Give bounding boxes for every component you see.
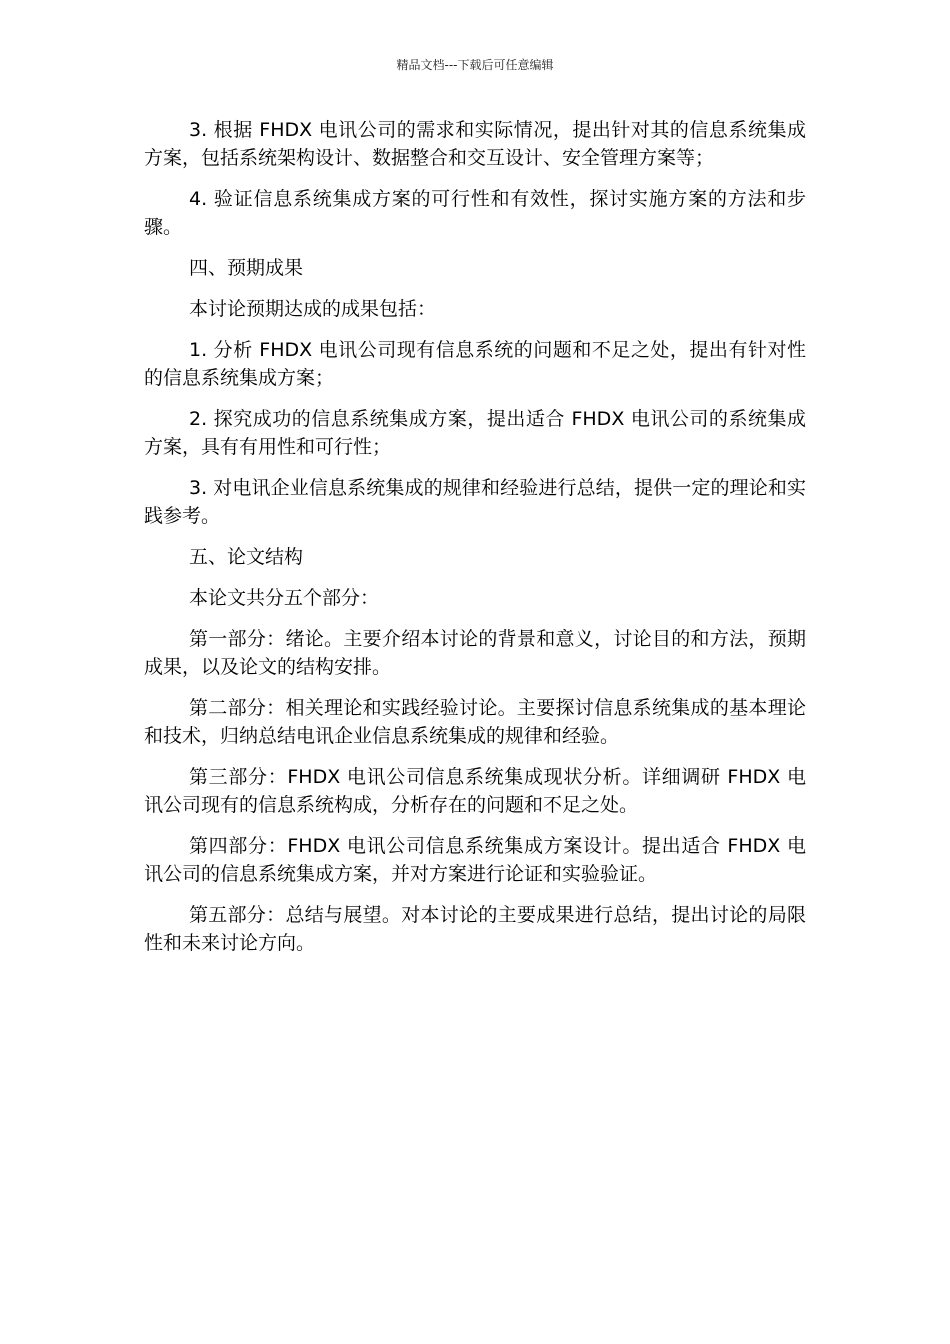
paragraph-results-intro: 本讨论预期达成的成果包括：: [189, 298, 437, 320]
paragraph-part-1: 第一部分：绪论。主要介绍本讨论的背景和意义，讨论目的和方法，预期成果，以及论文的结构安排。: [144, 628, 806, 678]
paragraph-part-2: 第二部分：相关理论和实践经验讨论。主要探讨信息系统集成的基本理论和技术，归纳总结电讯企业信息系统集成的规律和经验。: [144, 697, 806, 747]
paragraph-requirement-4: 4. 验证信息系统集成方案的可行性和有效性，探讨实施方案的方法和步骤。: [144, 188, 806, 238]
paragraph-result-1: 1. 分析 FHDX 电讯公司现有信息系统的问题和不足之处，提出有针对性的信息系统集成方案；: [144, 339, 806, 389]
paragraph-requirement-3: 3. 根据 FHDX 电讯公司的需求和实际情况，提出针对其的信息系统集成方案，包括系统架构设计、数据整合和交互设计、安全管理方案等；: [144, 119, 806, 169]
paragraph-result-3: 3. 对电讯企业信息系统集成的规律和经验进行总结，提供一定的理论和实践参考。: [144, 477, 806, 527]
page-header: 精品文档---下载后可任意编辑: [396, 58, 554, 72]
section-heading-expected-results: 四、预期成果: [189, 257, 304, 279]
paragraph-result-2: 2. 探究成功的信息系统集成方案，提出适合 FHDX 电讯公司的系统集成方案，具有有用性和可行性；: [144, 408, 806, 458]
document-body: [144, 116, 806, 970]
paragraph-part-4: 第四部分：FHDX 电讯公司信息系统集成方案设计。提出适合 FHDX 电讯公司的信息系统集成方案，并对方案进行论证和实验验证。: [144, 835, 806, 885]
paragraph-structure-intro: 本论文共分五个部分：: [189, 587, 380, 609]
paragraph-part-5: 第五部分：总结与展望。对本讨论的主要成果进行总结，提出讨论的局限性和未来讨论方向。: [144, 904, 806, 954]
section-heading-structure: 五、论文结构: [189, 546, 304, 568]
paragraph-part-3: 第三部分：FHDX 电讯公司信息系统集成现状分析。详细调研 FHDX 电讯公司现有的信息系统构成，分析存在的问题和不足之处。: [144, 766, 806, 816]
